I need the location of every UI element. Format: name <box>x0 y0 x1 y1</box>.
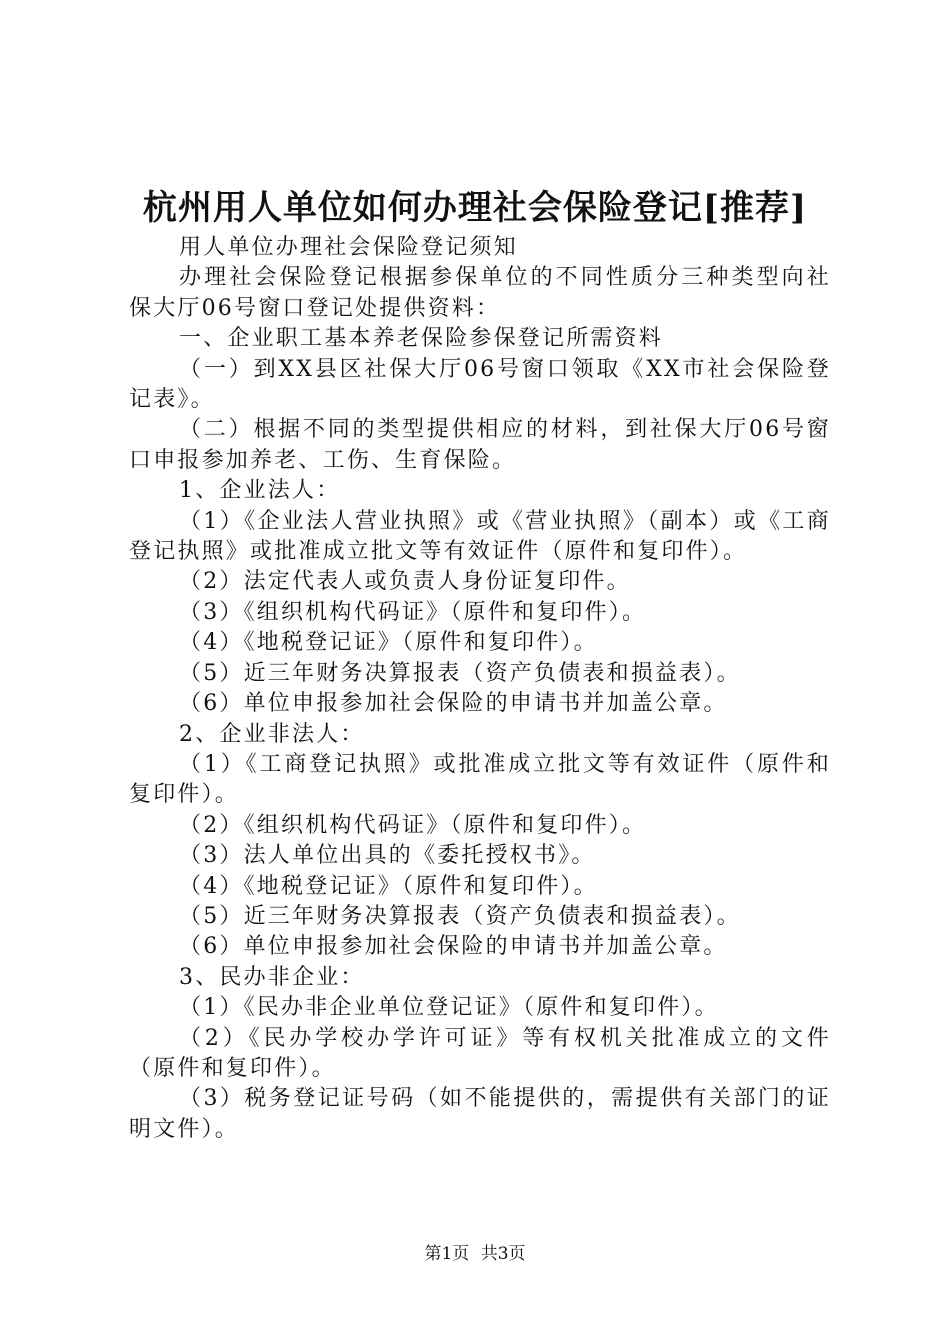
list-item: （1）《民办非企业单位登记证》（原件和复印件）。 <box>179 995 719 1021</box>
list-item: （1）《工商登记执照》或批准成立批文等有效证件（原件和复印件）。 <box>129 751 831 808</box>
list-item: （2）法定代表人或负责人身份证复印件。 <box>179 569 631 595</box>
subsection-heading: 1、企业法人： <box>179 478 341 504</box>
paragraph: （一）到XX县区社保大厅06号窗口领取《XX市社会保险登记表》。 <box>129 356 831 413</box>
subsection-heading: 2、企业非法人： <box>179 721 365 747</box>
subsection-heading: 3、民办非企业： <box>179 964 365 990</box>
paragraph: 办理社会保险登记根据参保单位的不同性质分三种类型向社保大厅06号窗口登记处提供资料： <box>129 265 831 321</box>
document-body <box>129 233 831 1145</box>
list-item: （1）《企业法人营业执照》或《营业执照》（副本）或《工商登记执照》或批准成立批文等有效证件（原件和复印件）。 <box>129 508 831 565</box>
page-footer <box>0 1242 950 1266</box>
list-item: （5）近三年财务决算报表（资产负债表和损益表）。 <box>179 660 741 686</box>
paragraph: 用人单位办理社会保险登记须知 <box>179 235 518 260</box>
section-heading: 一、企业职工基本养老保险参保登记所需资料 <box>179 326 664 352</box>
list-item: （2）《民办学校办学许可证》等有权机关批准成立的文件（原件和复印件）。 <box>129 1025 831 1081</box>
list-item: （5）近三年财务决算报表（资产负债表和损益表）。 <box>179 903 741 929</box>
paragraph: （二）根据不同的类型提供相应的材料，到社保大厅06号窗口申报参加养老、工伤、生育保险。 <box>129 417 831 473</box>
list-item: （4）《地税登记证》（原件和复印件）。 <box>179 630 598 656</box>
page-total: 共3页 <box>480 1244 526 1264</box>
list-item: （3）法人单位出具的《委托授权书》。 <box>179 843 596 869</box>
list-item: （3）税务登记证号码（如不能提供的，需提供有关部门的证明文件）。 <box>129 1086 831 1142</box>
list-item: （4）《地税登记证》（原件和复印件）。 <box>179 873 598 899</box>
list-item: （2）《组织机构代码证》（原件和复印件）。 <box>179 812 647 838</box>
list-item: （3）《组织机构代码证》（原件和复印件）。 <box>179 599 647 625</box>
document-title: 杭州用人单位如何办理社会保险登记[推荐] <box>142 188 808 228</box>
page-number: 第1页 <box>424 1244 470 1264</box>
list-item: （6）单位申报参加社会保险的申请书并加盖公章。 <box>179 934 728 960</box>
list-item: （6）单位申报参加社会保险的申请书并加盖公章。 <box>179 691 728 717</box>
